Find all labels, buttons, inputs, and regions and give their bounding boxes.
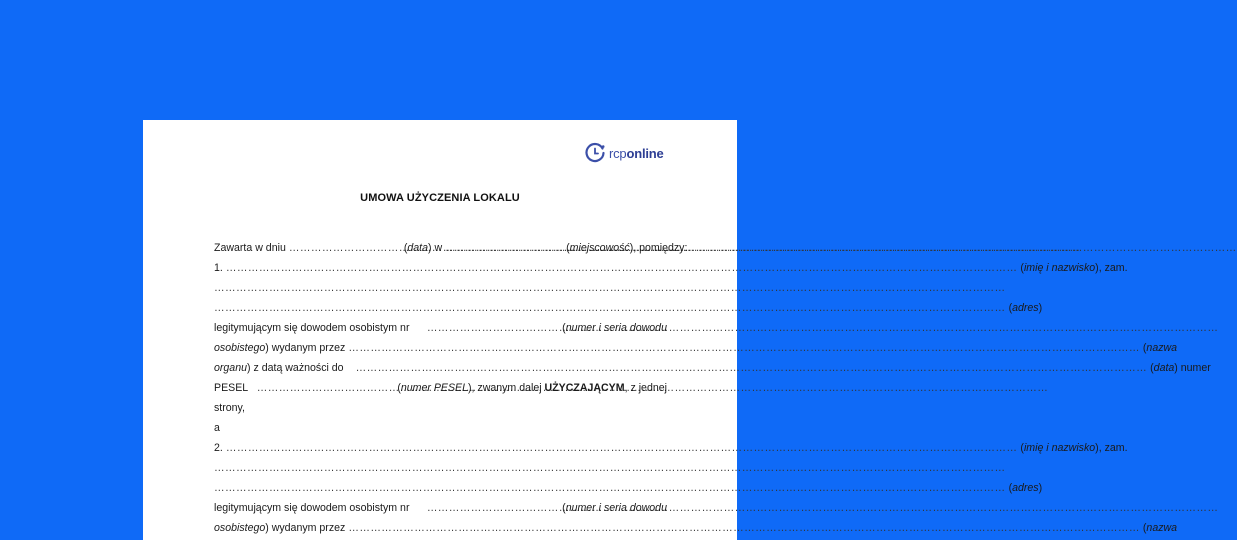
line-id-2: osobistego ) wydanym przez ……………………………………………………………………………………………………………………………………………………………………………………………… ( nazwa: [214, 338, 667, 358]
line-address-2: ……………………………………………………………………………………………………………………………………………………………………………………………… ( adres ): [214, 298, 667, 318]
line-pesel: PESEL ……………………………………………………………………………………………………………………………………………………………………………………………… (numer PESEL), zwanym dalej UŻYCZAJĄCYM, z jednej: [214, 378, 667, 398]
line-strony: strony,: [214, 402, 246, 414]
line-address2-1: [214, 458, 667, 478]
line-party2-name: 2. ……………………………………………………………………………………………………………………………………………………………………………………………… ( imię i nazwisko ), zam.: [214, 438, 667, 458]
line-a: a: [214, 422, 220, 434]
document-body: [214, 238, 1211, 538]
line-party1-name: 1. ……………………………………………………………………………………………………………………………………………………………………………………………… ( imię i nazwisko ), zam.: [214, 258, 667, 278]
fill-field-pesel: [257, 378, 389, 398]
fill-field-name: [226, 258, 1018, 278]
fill-field-address-2: [214, 298, 1006, 318]
fill-field-valid-date: [356, 358, 1148, 378]
fill-field-address2-1: [214, 458, 1006, 478]
fill-field-address-1: [214, 278, 1006, 298]
line-id-1: legitymującym się dowodem osobistym nr ……………………………………………………………………………………………………………………………………………………………………………………………… (numer i seria dowodu: [214, 318, 667, 338]
line-address2-2: ……………………………………………………………………………………………………………………………………………………………………………………………… ( adres ): [214, 478, 667, 498]
document-page: [143, 120, 1211, 540]
logo-text: rcponline: [609, 145, 664, 161]
fill-field-id-number-2: [427, 498, 545, 518]
fill-field-id-number: [427, 318, 545, 338]
rcponline-logo: [584, 142, 664, 164]
clock-logo-icon: [584, 142, 606, 164]
line-date-place: Zawarta w dniu ……………………………………………………………………………………………………………………………………………………………………………………………… ( data ) w ……………………………………………………………………………………………………………………………………………………………………………………………… ( miejscowość ), pomiędzy:: [214, 238, 667, 258]
fill-field-date: [289, 238, 401, 258]
line-validity: organu ) z datą ważności do ……………………………………………………………………………………………………………………………………………………………………………………………… ( data ) numer: [214, 358, 667, 378]
fill-field-issuer-2: [348, 518, 1140, 538]
fill-field-issuer: [348, 338, 1140, 358]
fill-field-place: [445, 238, 563, 258]
line-id2-1: legitymującym się dowodem osobistym nr ……………………………………………………………………………………………………………………………………………………………………………………………… (numer i seria dowodu: [214, 498, 667, 518]
fill-field-name-2: [226, 438, 1018, 458]
line-id2-2: osobistego ) wydanym przez ……………………………………………………………………………………………………………………………………………………………………………………………… ( nazwa: [214, 518, 667, 538]
document-title: UMOWA UŻYCZENIA LOKALU: [360, 192, 520, 204]
line-address-1: [214, 278, 667, 298]
fill-field-address2-2: [214, 478, 1006, 498]
